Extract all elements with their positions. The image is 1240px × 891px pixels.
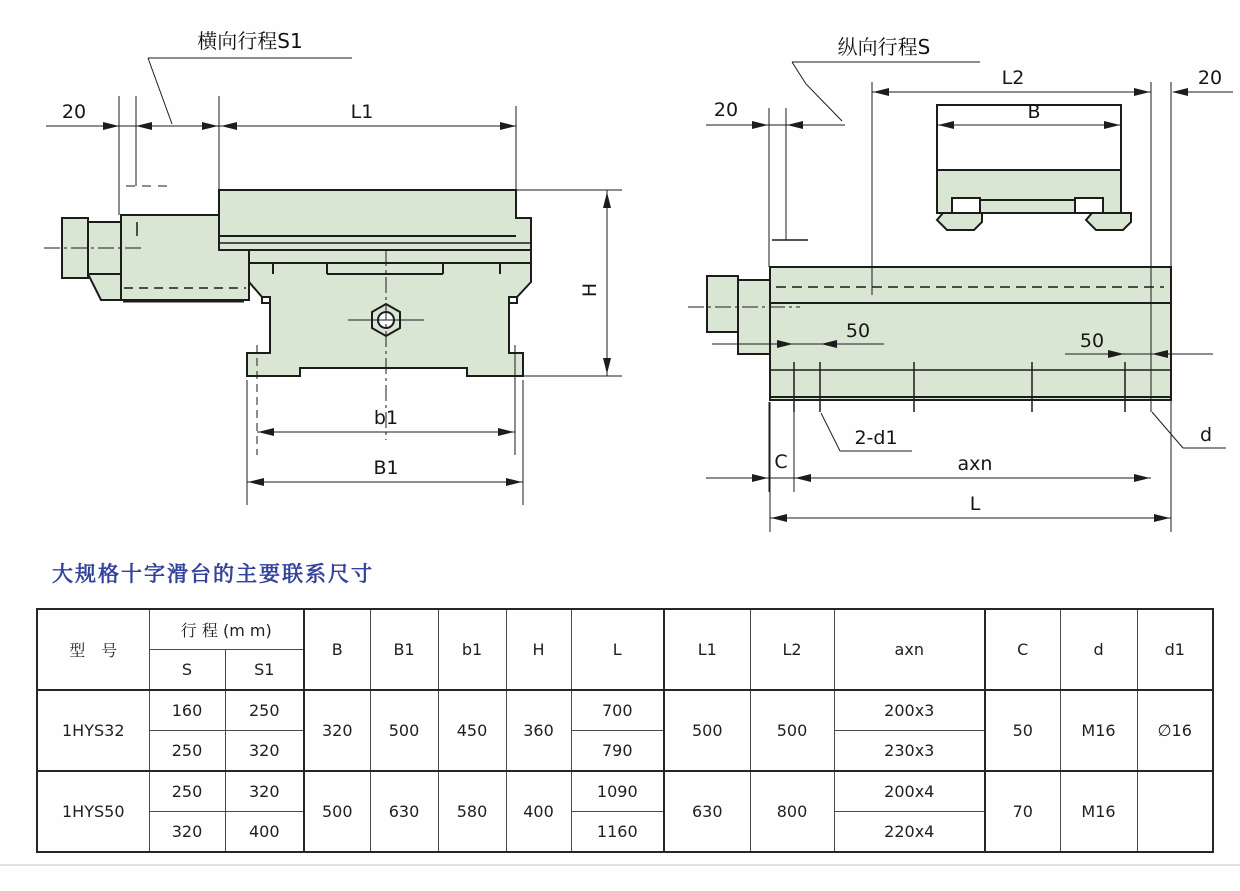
gib-foot-right bbox=[1086, 213, 1131, 230]
s1-cell: 250 bbox=[225, 690, 304, 731]
right-view bbox=[688, 35, 1233, 532]
handle-block-outer bbox=[707, 276, 738, 332]
l-cell: 1160 bbox=[571, 812, 664, 853]
l1-cell: 500 bbox=[664, 690, 750, 771]
s1-cell: 320 bbox=[225, 771, 304, 812]
s-cell: 250 bbox=[149, 731, 225, 772]
header-L2: L2 bbox=[750, 609, 834, 690]
header-axn: axn bbox=[834, 609, 985, 690]
dim-2d1-label: 2-d1 bbox=[854, 427, 898, 449]
l2-cell: 800 bbox=[750, 771, 834, 852]
top-slide-plate bbox=[219, 190, 531, 250]
dim-axn-label: axn bbox=[957, 453, 993, 475]
left-view bbox=[44, 29, 622, 505]
header-stroke: 行 程 (m m) bbox=[149, 609, 304, 650]
header-d1: d1 bbox=[1137, 609, 1213, 690]
b-cell: 320 bbox=[304, 690, 370, 771]
right-stroke-label: 纵向行程S bbox=[837, 35, 931, 59]
l-cell: 1090 bbox=[571, 771, 664, 812]
dim-H-label: H bbox=[579, 282, 601, 298]
axn-cell: 200x4 bbox=[834, 771, 985, 812]
d1-cell: ∅16 bbox=[1137, 690, 1213, 771]
s1-cell: 400 bbox=[225, 812, 304, 853]
dim-d-label: d bbox=[1199, 424, 1213, 446]
t-slot-right bbox=[1075, 198, 1103, 213]
header-L1: L1 bbox=[664, 609, 750, 690]
header-d: d bbox=[1060, 609, 1137, 690]
b1small-cell: 450 bbox=[438, 690, 506, 771]
header-B1: B1 bbox=[370, 609, 438, 690]
b1small-cell: 580 bbox=[438, 771, 506, 852]
s-cell: 250 bbox=[149, 771, 225, 812]
l2-cell: 500 bbox=[750, 690, 834, 771]
header-b1-small: b1 bbox=[438, 609, 506, 690]
b-cell: 500 bbox=[304, 771, 370, 852]
b1cap-cell: 500 bbox=[370, 690, 438, 771]
dim-C-label: C bbox=[774, 451, 788, 473]
axn-cell: 230x3 bbox=[834, 731, 985, 772]
spec-table bbox=[36, 608, 1214, 853]
dim-20-left-label: 20 bbox=[713, 99, 739, 121]
header-model: 型 号 bbox=[37, 609, 149, 690]
dim-20-right-label: 20 bbox=[1197, 67, 1223, 89]
h-cell: 400 bbox=[506, 771, 571, 852]
axn-cell: 220x4 bbox=[834, 812, 985, 853]
d-cell: M16 bbox=[1060, 771, 1137, 852]
s1-cell: 320 bbox=[225, 731, 304, 772]
s-cell: 320 bbox=[149, 812, 225, 853]
l1-cell: 630 bbox=[664, 771, 750, 852]
l-cell: 790 bbox=[571, 731, 664, 772]
handle-block-inner bbox=[738, 280, 770, 354]
gib-foot-left bbox=[937, 213, 982, 230]
saddle-left-wedge bbox=[88, 274, 121, 300]
t-slot-left bbox=[952, 198, 980, 213]
d1-cell bbox=[1137, 771, 1213, 852]
b1cap-cell: 630 bbox=[370, 771, 438, 852]
table-title: 大规格十字滑台的主要联系尺寸 bbox=[52, 562, 374, 586]
scan-artifact-rule bbox=[0, 864, 1240, 866]
left-stroke-label: 横向行程S1 bbox=[197, 29, 303, 53]
header-B: B bbox=[304, 609, 370, 690]
l-cell: 700 bbox=[571, 690, 664, 731]
s-cell: 160 bbox=[149, 690, 225, 731]
dim-L2-label: L2 bbox=[1001, 67, 1025, 89]
dim-L-label: L bbox=[969, 493, 981, 515]
model-cell: 1HYS50 bbox=[37, 771, 149, 852]
dim-L1-label: L1 bbox=[350, 101, 374, 123]
c-cell: 70 bbox=[985, 771, 1060, 852]
dim-50-right-label: 50 bbox=[1079, 330, 1105, 352]
dim-b1-label: b1 bbox=[373, 407, 399, 429]
dim-20-label: 20 bbox=[61, 101, 87, 123]
dim-B-label: B bbox=[1027, 101, 1041, 123]
axn-cell: 200x3 bbox=[834, 690, 985, 731]
spec-table-container bbox=[36, 608, 1214, 853]
dim-B1-label: B1 bbox=[373, 457, 399, 479]
d-cell: M16 bbox=[1060, 690, 1137, 771]
dim-50-left-label: 50 bbox=[845, 320, 871, 342]
h-cell: 360 bbox=[506, 690, 571, 771]
c-cell: 50 bbox=[985, 690, 1060, 771]
header-S: S bbox=[149, 650, 225, 691]
header-C: C bbox=[985, 609, 1060, 690]
model-cell: 1HYS32 bbox=[37, 690, 149, 771]
header-H: H bbox=[506, 609, 571, 690]
cross-slide-mid-band bbox=[219, 250, 531, 263]
header-L: L bbox=[571, 609, 664, 690]
header-S1: S1 bbox=[225, 650, 304, 691]
